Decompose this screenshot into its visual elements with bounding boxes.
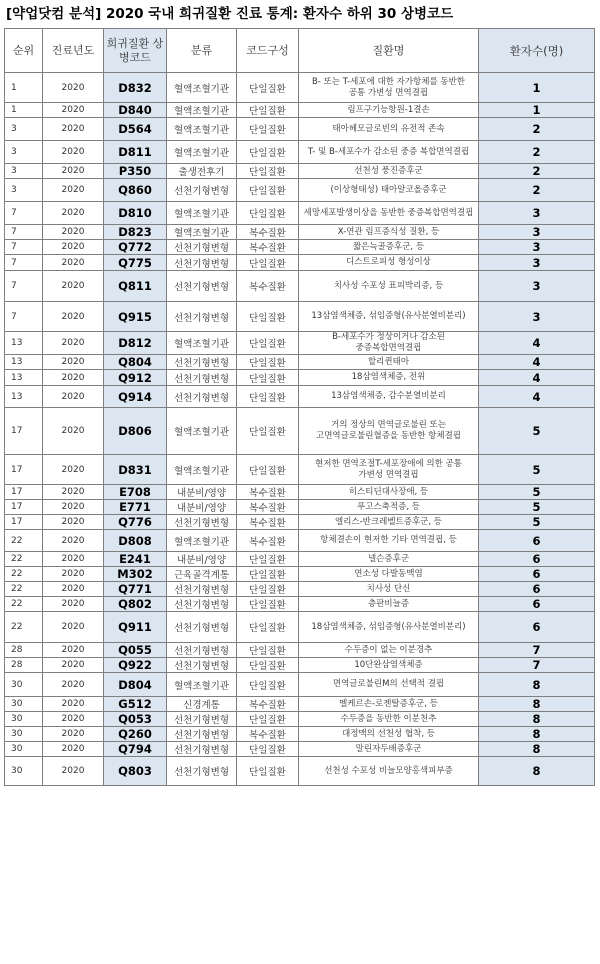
composition-cell: 복수질환: [237, 697, 299, 712]
rank-cell: 22: [5, 552, 43, 567]
category-cell: 선천기형변형: [167, 612, 237, 643]
patient-count: 3: [479, 255, 595, 271]
disease-code: Q914: [104, 386, 167, 408]
disease-name: 13삼염색체증, 감수분열비분리: [299, 386, 479, 408]
table-row: [5, 408, 595, 455]
disease-name: T- 및 B-세포수가 감소된 중증 복합면역결핍: [299, 141, 479, 164]
category-cell: 혈액조혈기관: [167, 141, 237, 164]
rank-cell: 17: [5, 515, 43, 530]
disease-code: D811: [104, 141, 167, 164]
category-cell: 혈액조혈기관: [167, 73, 237, 103]
page-title: [약업닷컴 분석] 2020 국내 희귀질환 진료 통계: 환자수 하위 30 상병코드: [6, 6, 454, 22]
rank-cell: 30: [5, 742, 43, 757]
category-cell: 혈액조혈기관: [167, 408, 237, 455]
category-cell: 선천기형변형: [167, 355, 237, 370]
patient-count: 4: [479, 332, 595, 355]
table-row: [5, 757, 595, 786]
patient-count: 1: [479, 103, 595, 118]
composition-cell: 단일질환: [237, 552, 299, 567]
year-cell: 2020: [43, 164, 104, 179]
year-cell: 2020: [43, 515, 104, 530]
patient-count: 8: [479, 673, 595, 697]
disease-code: D804: [104, 673, 167, 697]
disease-name: 18삼염색체증, 섞임증형(유사분열비분리): [299, 612, 479, 643]
disease-name: 13삼염색체증, 섞임증형(유사분열비분리): [299, 302, 479, 332]
disease-code: G512: [104, 697, 167, 712]
year-cell: 2020: [43, 673, 104, 697]
disease-name: 10단완삼염색체증: [299, 658, 479, 673]
composition-cell: 단일질환: [237, 712, 299, 727]
disease-name: 18삼염색체증, 전위: [299, 370, 479, 386]
year-cell: 2020: [43, 658, 104, 673]
composition-cell: 단일질환: [237, 103, 299, 118]
disease-code: Q055: [104, 643, 167, 658]
disease-code: Q776: [104, 515, 167, 530]
composition-cell: 단일질환: [237, 582, 299, 597]
category-cell: 혈액조혈기관: [167, 202, 237, 225]
disease-name: (이상형태성) 태아알코올증후군: [299, 179, 479, 202]
table-row: [5, 658, 595, 673]
rank-cell: 30: [5, 757, 43, 786]
disease-name: 멜케르손-로젠탈증후군, 등: [299, 697, 479, 712]
category-cell: 선천기형변형: [167, 757, 237, 786]
category-cell: 선천기형변형: [167, 370, 237, 386]
disease-code: Q260: [104, 727, 167, 742]
composition-cell: 단일질환: [237, 141, 299, 164]
category-cell: 선천기형변형: [167, 515, 237, 530]
table-row: [5, 240, 595, 255]
disease-name: 면역글로불린M의 선택적 결핍: [299, 673, 479, 697]
disease-name: 림프구기능항원-1결손: [299, 103, 479, 118]
disease-code: E771: [104, 500, 167, 515]
disease-code: D840: [104, 103, 167, 118]
disease-code: Q804: [104, 355, 167, 370]
table-row: [5, 370, 595, 386]
category-cell: 혈액조혈기관: [167, 118, 237, 141]
category-cell: 선천기형변형: [167, 179, 237, 202]
composition-cell: 단일질환: [237, 742, 299, 757]
table-row: [5, 225, 595, 240]
table-row: [5, 202, 595, 225]
table-row: [5, 271, 595, 302]
header-rank: 순위: [5, 29, 43, 73]
disease-code: E241: [104, 552, 167, 567]
category-cell: 선천기형변형: [167, 643, 237, 658]
patient-count: 6: [479, 582, 595, 597]
composition-cell: 단일질환: [237, 612, 299, 643]
composition-cell: 단일질환: [237, 355, 299, 370]
disease-name: 히스티딘대사장애, 등: [299, 485, 479, 500]
table-row: [5, 500, 595, 515]
composition-cell: 단일질환: [237, 202, 299, 225]
year-cell: 2020: [43, 697, 104, 712]
disease-code: D808: [104, 530, 167, 552]
table-row: [5, 697, 595, 712]
category-cell: 혈액조혈기관: [167, 530, 237, 552]
rank-cell: 22: [5, 530, 43, 552]
disease-code: Q803: [104, 757, 167, 786]
disease-name: 선천성 풍진증후군: [299, 164, 479, 179]
patient-count: 6: [479, 567, 595, 582]
disease-code: D812: [104, 332, 167, 355]
composition-cell: 단일질환: [237, 757, 299, 786]
category-cell: 혈액조혈기관: [167, 332, 237, 355]
rank-cell: 30: [5, 727, 43, 742]
category-cell: 선천기형변형: [167, 302, 237, 332]
composition-cell: 단일질환: [237, 164, 299, 179]
patient-count: 7: [479, 643, 595, 658]
composition-cell: 단일질환: [237, 455, 299, 485]
year-cell: 2020: [43, 202, 104, 225]
category-cell: 혈액조혈기관: [167, 673, 237, 697]
rank-cell: 30: [5, 712, 43, 727]
disease-code: D831: [104, 455, 167, 485]
disease-name: 푸고스축적증, 등: [299, 500, 479, 515]
table-row: [5, 597, 595, 612]
table-row: [5, 673, 595, 697]
disease-name: 치사성 단신: [299, 582, 479, 597]
category-cell: 선천기형변형: [167, 255, 237, 271]
year-cell: 2020: [43, 567, 104, 582]
disease-code: Q772: [104, 240, 167, 255]
composition-cell: 복수질환: [237, 500, 299, 515]
rank-cell: 22: [5, 597, 43, 612]
table-row: [5, 530, 595, 552]
disease-name: 수두증이 없는 이분경추: [299, 643, 479, 658]
rank-cell: 7: [5, 225, 43, 240]
patient-count: 3: [479, 302, 595, 332]
table-row: [5, 643, 595, 658]
disease-name: X-연관 림프증식성 질환, 등: [299, 225, 479, 240]
category-cell: 선천기형변형: [167, 240, 237, 255]
category-cell: 신경계통: [167, 697, 237, 712]
patient-count: 8: [479, 757, 595, 786]
header-category: 분류: [167, 29, 237, 73]
header-year: 진료년도: [43, 29, 104, 73]
disease-code: Q860: [104, 179, 167, 202]
table-row: [5, 386, 595, 408]
disease-code: D564: [104, 118, 167, 141]
composition-cell: 단일질환: [237, 118, 299, 141]
rank-cell: 30: [5, 673, 43, 697]
disease-name: 엘리스-반크레벨트증후군, 등: [299, 515, 479, 530]
composition-cell: 단일질환: [237, 673, 299, 697]
table-row: [5, 552, 595, 567]
disease-name: 디스트로피성 형성이상: [299, 255, 479, 271]
category-cell: 혈액조혈기관: [167, 455, 237, 485]
header-composition: 코드구성: [237, 29, 299, 73]
disease-code: Q053: [104, 712, 167, 727]
table-row: [5, 612, 595, 643]
disease-name: B-세포수가 정상이거나 감소된 중증복합면역결핍: [299, 332, 479, 355]
category-cell: 내분비/영양: [167, 500, 237, 515]
composition-cell: 단일질환: [237, 597, 299, 612]
header-code: 희귀질환 상병코드: [104, 29, 167, 73]
disease-code: D823: [104, 225, 167, 240]
disease-code: Q811: [104, 271, 167, 302]
disease-name: 치사성 수포성 표피박리증, 등: [299, 271, 479, 302]
disease-code: Q911: [104, 612, 167, 643]
table-body: [5, 73, 595, 786]
rank-cell: 7: [5, 302, 43, 332]
category-cell: 선천기형변형: [167, 727, 237, 742]
table-row: [5, 567, 595, 582]
table-row: [5, 73, 595, 103]
disease-name: 할리퀸태아: [299, 355, 479, 370]
year-cell: 2020: [43, 225, 104, 240]
disease-code: Q922: [104, 658, 167, 673]
year-cell: 2020: [43, 643, 104, 658]
patient-count: 1: [479, 73, 595, 103]
year-cell: 2020: [43, 485, 104, 500]
patient-count: 7: [479, 658, 595, 673]
disease-name: 말린자두배증후군: [299, 742, 479, 757]
year-cell: 2020: [43, 742, 104, 757]
table-row: [5, 118, 595, 141]
rank-cell: 1: [5, 103, 43, 118]
rank-cell: 13: [5, 386, 43, 408]
disease-code: Q771: [104, 582, 167, 597]
disease-code: P350: [104, 164, 167, 179]
disease-code: Q802: [104, 597, 167, 612]
year-cell: 2020: [43, 500, 104, 515]
patient-count: 3: [479, 225, 595, 240]
disease-code: D832: [104, 73, 167, 103]
year-cell: 2020: [43, 255, 104, 271]
composition-cell: 복수질환: [237, 240, 299, 255]
composition-cell: 복수질환: [237, 485, 299, 500]
patient-count: 2: [479, 179, 595, 202]
category-cell: 선천기형변형: [167, 597, 237, 612]
year-cell: 2020: [43, 179, 104, 202]
disease-code: M302: [104, 567, 167, 582]
year-cell: 2020: [43, 332, 104, 355]
category-cell: 선천기형변형: [167, 271, 237, 302]
table-row: [5, 141, 595, 164]
composition-cell: 단일질환: [237, 255, 299, 271]
patient-count: 5: [479, 500, 595, 515]
table-row: [5, 355, 595, 370]
disease-name: 연소성 다발동맥염: [299, 567, 479, 582]
year-cell: 2020: [43, 455, 104, 485]
disease-name: 수두증을 동반한 이분천추: [299, 712, 479, 727]
year-cell: 2020: [43, 141, 104, 164]
rank-cell: 7: [5, 255, 43, 271]
year-cell: 2020: [43, 103, 104, 118]
disease-name: 넬슨증후군: [299, 552, 479, 567]
table-row: [5, 742, 595, 757]
patient-count: 4: [479, 370, 595, 386]
disease-name: 세망세포발생이상을 동반한 중증복합면역결핍: [299, 202, 479, 225]
rank-cell: 22: [5, 582, 43, 597]
year-cell: 2020: [43, 73, 104, 103]
year-cell: 2020: [43, 240, 104, 255]
year-cell: 2020: [43, 302, 104, 332]
year-cell: 2020: [43, 757, 104, 786]
year-cell: 2020: [43, 712, 104, 727]
table-row: [5, 103, 595, 118]
header-patients: 환자수(명): [479, 29, 595, 73]
category-cell: 근육골격계통: [167, 567, 237, 582]
patient-count: 3: [479, 240, 595, 255]
table-header-row: [5, 29, 595, 73]
disease-code: D806: [104, 408, 167, 455]
table-row: [5, 179, 595, 202]
composition-cell: 단일질환: [237, 370, 299, 386]
disease-name: 항체결손이 현저한 기타 면역결핍, 등: [299, 530, 479, 552]
table-row: [5, 332, 595, 355]
disease-code: Q915: [104, 302, 167, 332]
patient-count: 5: [479, 485, 595, 500]
year-cell: 2020: [43, 271, 104, 302]
composition-cell: 단일질환: [237, 567, 299, 582]
table-row: [5, 712, 595, 727]
category-cell: 내분비/영양: [167, 485, 237, 500]
composition-cell: 단일질환: [237, 302, 299, 332]
year-cell: 2020: [43, 118, 104, 141]
category-cell: 선천기형변형: [167, 582, 237, 597]
year-cell: 2020: [43, 582, 104, 597]
rank-cell: 3: [5, 179, 43, 202]
disease-name: 대정맥의 선천성 협착, 등: [299, 727, 479, 742]
rare-disease-table: [4, 28, 595, 786]
category-cell: 출생전후기: [167, 164, 237, 179]
rank-cell: 13: [5, 370, 43, 386]
composition-cell: 복수질환: [237, 515, 299, 530]
rank-cell: 17: [5, 500, 43, 515]
rank-cell: 22: [5, 567, 43, 582]
category-cell: 선천기형변형: [167, 712, 237, 727]
composition-cell: 복수질환: [237, 225, 299, 240]
patient-count: 2: [479, 118, 595, 141]
rank-cell: 3: [5, 164, 43, 179]
table-row: [5, 455, 595, 485]
table-row: [5, 255, 595, 271]
rank-cell: 7: [5, 240, 43, 255]
rank-cell: 17: [5, 485, 43, 500]
patient-count: 4: [479, 386, 595, 408]
disease-code: E708: [104, 485, 167, 500]
category-cell: 혈액조혈기관: [167, 103, 237, 118]
disease-name: 선천성 수포성 비늘모양홍색피부증: [299, 757, 479, 786]
category-cell: 혈액조혈기관: [167, 225, 237, 240]
rank-cell: 17: [5, 408, 43, 455]
patient-count: 6: [479, 530, 595, 552]
patient-count: 6: [479, 552, 595, 567]
patient-count: 6: [479, 597, 595, 612]
patient-count: 5: [479, 455, 595, 485]
table-row: [5, 485, 595, 500]
rank-cell: 7: [5, 271, 43, 302]
rank-cell: 30: [5, 697, 43, 712]
patient-count: 2: [479, 141, 595, 164]
composition-cell: 단일질환: [237, 179, 299, 202]
rank-cell: 17: [5, 455, 43, 485]
composition-cell: 단일질환: [237, 73, 299, 103]
composition-cell: 단일질환: [237, 408, 299, 455]
year-cell: 2020: [43, 552, 104, 567]
category-cell: 선천기형변형: [167, 658, 237, 673]
header-disease: 질환명: [299, 29, 479, 73]
disease-code: D810: [104, 202, 167, 225]
rank-cell: 28: [5, 643, 43, 658]
patient-count: 3: [479, 271, 595, 302]
composition-cell: 단일질환: [237, 658, 299, 673]
composition-cell: 복수질환: [237, 727, 299, 742]
disease-code: Q775: [104, 255, 167, 271]
year-cell: 2020: [43, 355, 104, 370]
table-row: [5, 302, 595, 332]
disease-name: 태아헤모글로빈의 유전적 존속: [299, 118, 479, 141]
category-cell: 내분비/영양: [167, 552, 237, 567]
patient-count: 4: [479, 355, 595, 370]
composition-cell: 단일질환: [237, 386, 299, 408]
composition-cell: 단일질환: [237, 332, 299, 355]
rank-cell: 13: [5, 355, 43, 370]
table-row: [5, 582, 595, 597]
table-row: [5, 515, 595, 530]
rank-cell: 22: [5, 612, 43, 643]
category-cell: 선천기형변형: [167, 386, 237, 408]
disease-name: 현저한 면역조절T-세포장애에 의한 공통 가변성 면역결핍: [299, 455, 479, 485]
year-cell: 2020: [43, 530, 104, 552]
rank-cell: 3: [5, 141, 43, 164]
year-cell: 2020: [43, 597, 104, 612]
disease-code: Q794: [104, 742, 167, 757]
patient-count: 8: [479, 697, 595, 712]
patient-count: 8: [479, 742, 595, 757]
disease-name: 거의 정상의 면역글로불린 또는 고면역글로불린혈증을 동반한 항체결핍: [299, 408, 479, 455]
patient-count: 8: [479, 712, 595, 727]
composition-cell: 단일질환: [237, 643, 299, 658]
rank-cell: 7: [5, 202, 43, 225]
category-cell: 선천기형변형: [167, 742, 237, 757]
year-cell: 2020: [43, 727, 104, 742]
composition-cell: 복수질환: [237, 530, 299, 552]
year-cell: 2020: [43, 386, 104, 408]
year-cell: 2020: [43, 370, 104, 386]
patient-count: 2: [479, 164, 595, 179]
disease-code: Q912: [104, 370, 167, 386]
patient-count: 5: [479, 408, 595, 455]
disease-name: B- 또는 T-세포에 대한 자가항체를 동반한 공통 가변성 면역결핍: [299, 73, 479, 103]
disease-name: 짧은늑골증후군, 등: [299, 240, 479, 255]
composition-cell: 복수질환: [237, 271, 299, 302]
patient-count: 6: [479, 612, 595, 643]
rank-cell: 13: [5, 332, 43, 355]
table-row: [5, 727, 595, 742]
rank-cell: 28: [5, 658, 43, 673]
disease-name: 층판비늘증: [299, 597, 479, 612]
patient-count: 5: [479, 515, 595, 530]
rank-cell: 1: [5, 73, 43, 103]
year-cell: 2020: [43, 408, 104, 455]
patient-count: 3: [479, 202, 595, 225]
table-row: [5, 164, 595, 179]
patient-count: 8: [479, 727, 595, 742]
rank-cell: 3: [5, 118, 43, 141]
year-cell: 2020: [43, 612, 104, 643]
